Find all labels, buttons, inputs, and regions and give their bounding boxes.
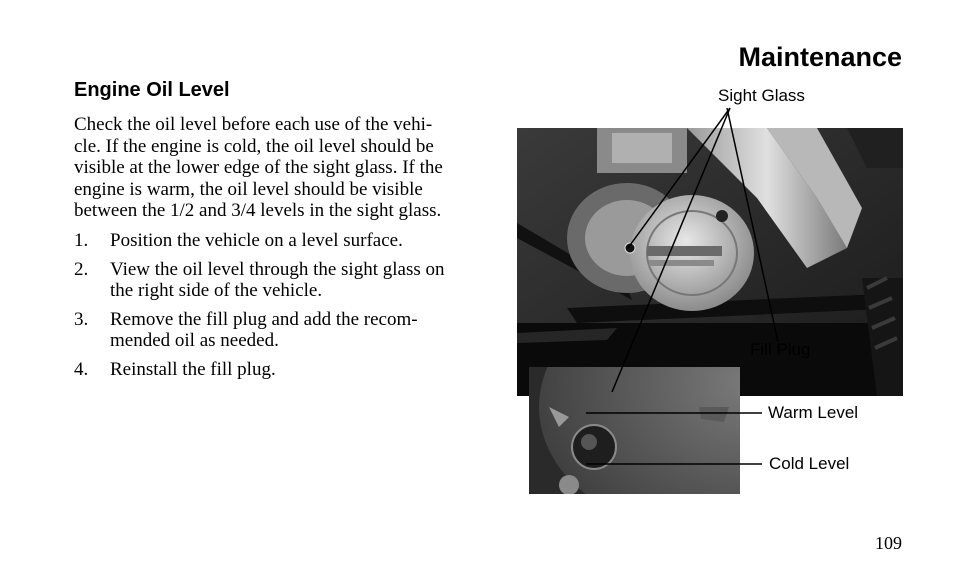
step-number: 1. (74, 230, 89, 251)
paragraph-line: engine is warm, the oil level should be visible (74, 178, 423, 200)
step-text: Remove the fill plug and add the recom- (110, 308, 418, 330)
page-title: Engine Oil Level (74, 79, 230, 101)
step-number: 2. (74, 258, 89, 280)
paragraph-line: visible at the lower edge of the sight glass. If the (74, 157, 443, 178)
sight-glass-callout: Sight Glass (718, 86, 805, 105)
step-text: the right side of the vehicle. (110, 280, 323, 301)
sight-glass-leader-line (628, 108, 730, 248)
paragraph-line: between the 1/2 and 3/4 levels in the sight glass. (74, 200, 442, 221)
step-text: Position the vehicle on a level surface. (110, 230, 403, 251)
step-text: mended oil as needed. (110, 330, 279, 351)
page-number: 109 (875, 533, 902, 553)
paragraph-line: cle. If the engine is cold, the oil level should be (74, 135, 434, 157)
fill-plug-leader-line (727, 108, 778, 342)
cold-level-callout: Cold Level (769, 454, 850, 473)
sight-glass-leader-line (612, 108, 730, 392)
step-number: 3. (74, 308, 89, 330)
warm-level-callout: Warm Level (768, 403, 859, 422)
step-text: Reinstall the fill plug. (110, 358, 276, 380)
fill-plug-callout: Fill Plug (750, 340, 811, 359)
step-number: 4. (74, 358, 89, 380)
section-header: Maintenance (738, 42, 902, 72)
paragraph-line: Check the oil level before each use of the vehi- (74, 114, 433, 135)
step-text: View the oil level through the sight glass on (110, 258, 445, 280)
